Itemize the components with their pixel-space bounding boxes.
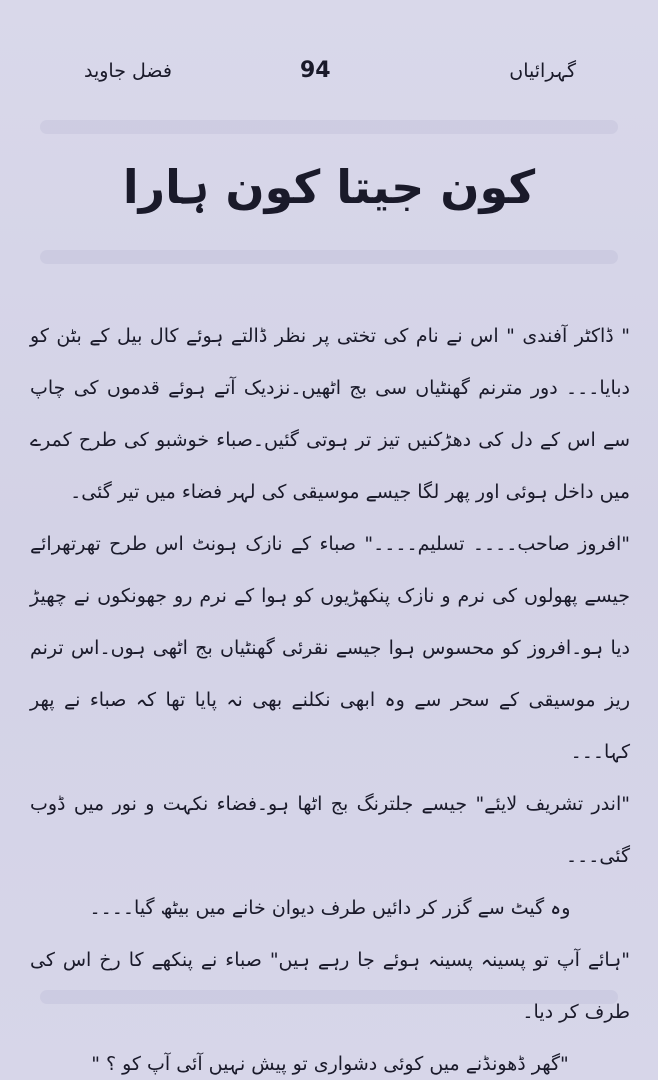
paragraph: "اندر تشریف لایئے" جیسے جلترنگ بج اٹھا ہو۔فضاء نکہت و نور میں ڈوب گئی۔۔۔ <box>30 793 630 867</box>
author-name: فضل جاوید <box>84 60 172 82</box>
story-title: کون جیتا کون ہارا <box>122 160 536 214</box>
paragraph: وہ گیٹ سے گزر کر دائیں طرف دیوان خانے میں بیٹھ گیا۔۔۔۔ <box>89 897 571 919</box>
page-number: 94 <box>300 58 331 83</box>
show-through-text <box>40 250 618 264</box>
paragraph: "افروز صاحب۔۔۔۔ تسلیم۔۔۔۔" صباء کے نازک ہونٹ اس طرح تھرتھرائے جیسے پھولوں کی نرم و نازک پنکھڑیوں کو ہوا کے نرم رو جھونکوں نے چھیڑ دیا ہو۔افروز کو محسوس ہوا جیسے نقرئی گھنٹیاں بج اٹھی ہوں۔اس ترنم ریز موسیقی کے سحر سے وہ ابھی نکلنے بھی نہ پایا تھا کہ صباء نے پھر کہا۔۔۔ <box>30 533 630 763</box>
story-body <box>30 310 630 1080</box>
page-header <box>0 58 658 92</box>
show-through-text <box>40 120 618 134</box>
book-title: گہرائیاں <box>509 60 576 82</box>
paragraph: "ہائے آپ تو پسینہ پسینہ ہوئے جا رہے ہیں" صباء نے پنکھے کا رخ اس کی طرف کر دیا۔ <box>30 949 630 1023</box>
paragraph: "گھر ڈھونڈنے میں کوئی دشواری تو پیش نہیں آئی آپ کو ؟ " <box>91 1053 569 1075</box>
paragraph: " ڈاکٹر آفندی " اس نے نام کی تختی پر نظر ڈالتے ہوئے کال بیل کے بٹن کو دبایا۔۔۔ دور مترنم گھنٹیاں سی بج اٹھیں۔نزدیک آتے ہوئے قدموں کی چاپ سے اس کے دل کی دھڑکنیں تیز تر ہوتی گئیں۔صباء خوشبو کی طرح کمرے میں داخل ہوئی اور پھر لگا جیسے موسیقی کی لہر فضاء میں تیر گئی۔ <box>30 325 630 503</box>
